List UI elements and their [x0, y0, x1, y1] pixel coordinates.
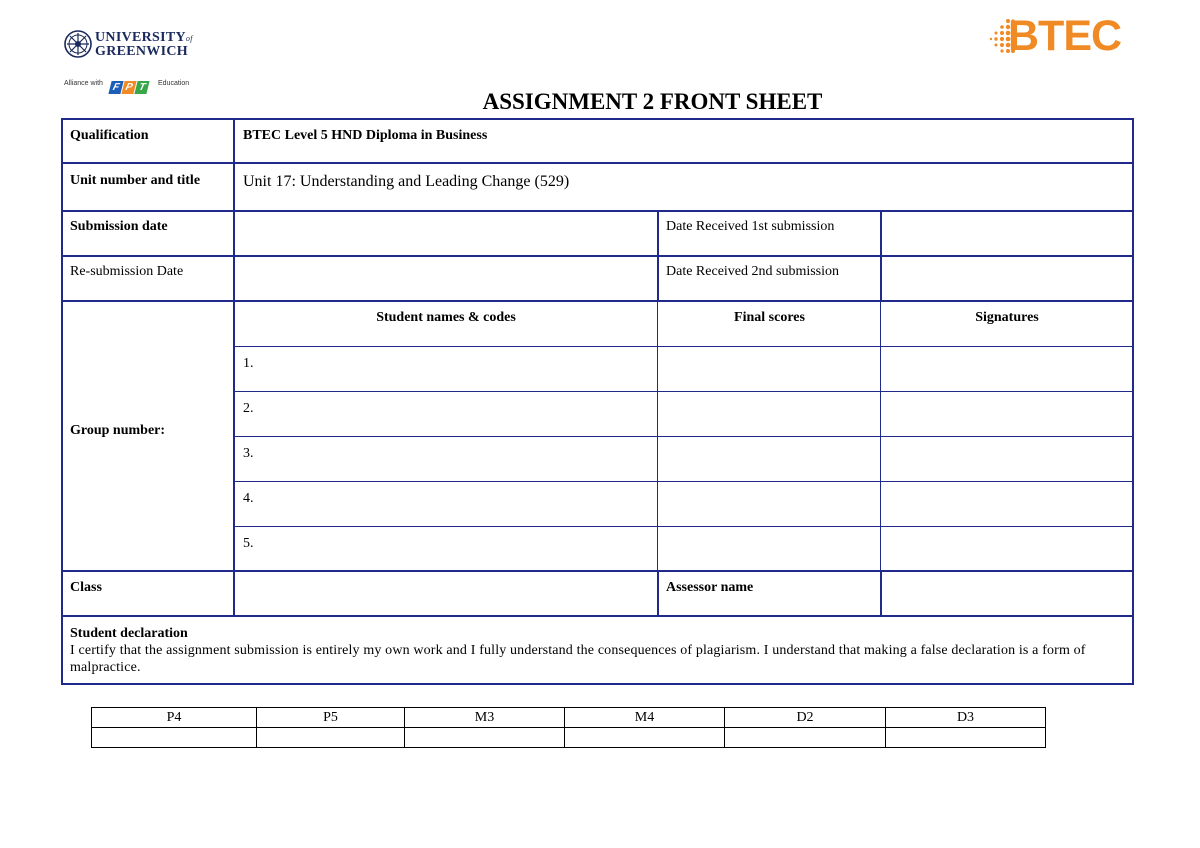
criteria-header-row — [92, 708, 1046, 728]
fpt-letter-t: T — [134, 81, 149, 94]
row-divider — [61, 255, 1134, 257]
fpt-letter-p: P — [121, 81, 136, 94]
date-received-2-label: Date Received 2nd submission — [666, 264, 840, 279]
row-divider — [61, 570, 1134, 572]
resubmission-date-label: Re-submission Date — [70, 264, 184, 279]
front-sheet-table — [61, 118, 1134, 685]
column-divider — [657, 210, 659, 302]
criteria-cell — [565, 728, 725, 748]
column-divider — [657, 570, 659, 617]
column-divider — [657, 300, 658, 572]
page-title: ASSIGNMENT 2 FRONT SHEET — [482, 89, 823, 114]
qualification-label: Qualification — [70, 128, 149, 143]
row-divider — [234, 436, 1134, 437]
student-row-number: 2. — [243, 401, 254, 416]
btec-wordmark: BTEC — [1008, 12, 1122, 60]
criteria-m4: M4 — [565, 708, 725, 728]
alliance-prefix: Alliance with — [64, 80, 103, 87]
criteria-cell — [405, 728, 565, 748]
criteria-d2: D2 — [725, 708, 886, 728]
row-divider — [234, 346, 1134, 347]
greenwich-line2: GREENWICH — [95, 44, 188, 59]
criteria-cell — [92, 728, 257, 748]
row-divider — [234, 481, 1134, 482]
greenwich-line1: UNIVERSITY — [95, 30, 186, 45]
student-row-number: 1. — [243, 356, 254, 371]
date-received-1-label: Date Received 1st submission — [666, 219, 835, 234]
row-divider — [234, 391, 1134, 392]
student-row-number: 5. — [243, 536, 254, 551]
criteria-cell — [725, 728, 886, 748]
class-label: Class — [70, 580, 102, 595]
row-divider — [61, 210, 1134, 212]
unit-value: Unit 17: Understanding and Leading Change (529) — [243, 173, 570, 190]
university-of-greenwich-logo — [64, 30, 204, 62]
grading-criteria-table — [91, 707, 1046, 748]
column-divider — [233, 118, 235, 617]
criteria-value-row — [92, 728, 1046, 748]
final-scores-header: Final scores — [734, 310, 805, 325]
declaration-title: Student declaration — [70, 626, 188, 641]
row-divider — [61, 615, 1134, 617]
btec-logo — [988, 14, 1138, 60]
row-divider — [61, 300, 1134, 302]
student-row-number: 3. — [243, 446, 254, 461]
fpt-letter-f: F — [108, 81, 123, 94]
student-names-header: Student names & codes — [376, 310, 516, 325]
greenwich-of: of — [185, 34, 193, 43]
column-divider — [880, 210, 882, 302]
submission-date-label: Submission date — [70, 219, 168, 234]
column-divider — [880, 300, 881, 572]
group-number-label: Group number: — [70, 423, 166, 438]
qualification-value: BTEC Level 5 HND Diploma in Business — [243, 128, 488, 143]
unit-label: Unit number and title — [70, 173, 201, 188]
criteria-cell — [886, 728, 1046, 748]
signatures-header: Signatures — [975, 310, 1039, 325]
row-divider — [234, 526, 1134, 527]
criteria-m3: M3 — [405, 708, 565, 728]
criteria-d3: D3 — [886, 708, 1046, 728]
criteria-p4: P4 — [92, 708, 257, 728]
criteria-cell — [257, 728, 405, 748]
assessor-label: Assessor name — [666, 580, 754, 595]
declaration-text: I certify that the assignment submission is entirely my own work and I fully understand the consequences of plagiarism. I understand that making a false declaration is a form of malpractice. — [70, 643, 1086, 675]
alliance-suffix: Education — [158, 80, 190, 87]
criteria-p5: P5 — [257, 708, 405, 728]
column-divider — [880, 570, 882, 617]
university-seal-icon — [64, 30, 92, 58]
student-row-number: 4. — [243, 491, 254, 506]
row-divider — [61, 162, 1134, 164]
